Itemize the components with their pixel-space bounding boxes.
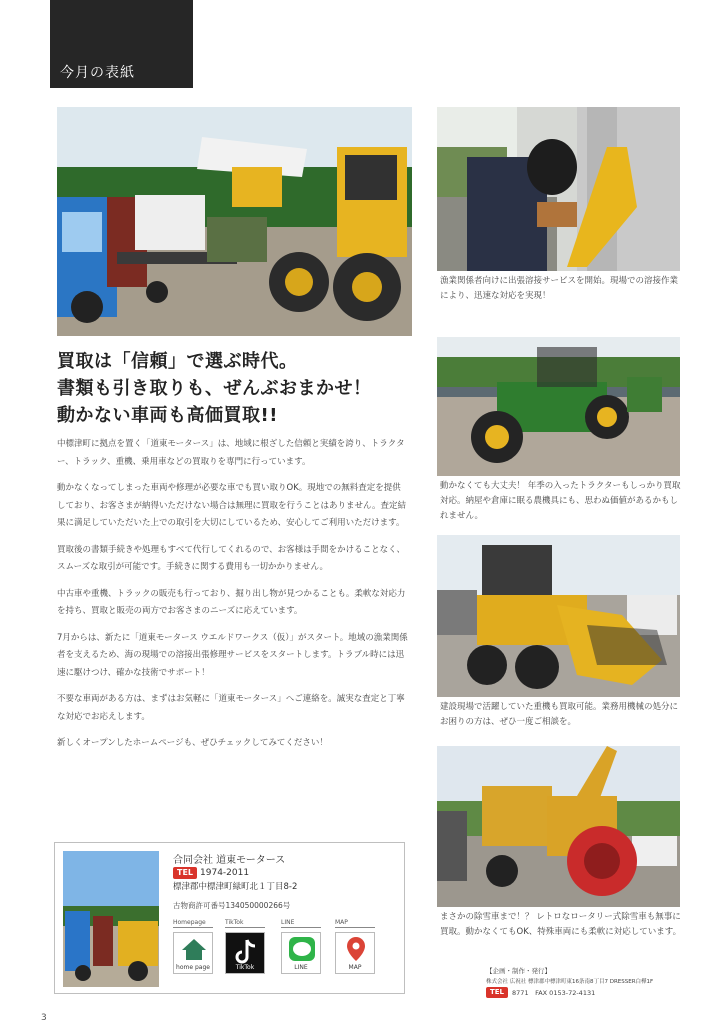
tel-badge: TEL xyxy=(486,987,508,998)
body-paragraph: 不要な車両がある方は、まずはお気軽に「道東モータース」へご連絡を。誠実な査定と丁寧な対応でお応えします。 xyxy=(57,694,405,722)
caption-tractor: 動かなくても大丈夫！ 年季の入ったトラクターもしっかり買取対応。納屋や倉庫に眠る農機具にも、思わぬ価値があるかもしれません。 xyxy=(440,481,681,521)
company-tel-row xyxy=(173,867,249,879)
headline-line-1: 買取は「信頼」で選ぶ時代。 xyxy=(57,351,298,372)
photo-tractor xyxy=(437,337,680,476)
photo-welder xyxy=(437,107,680,271)
headline-line-3: 動かない車両も高価買取!! xyxy=(57,405,278,426)
sns-label: Homepage xyxy=(173,919,213,928)
photo-wheel-loader xyxy=(437,535,680,697)
caption-snow-blower: まさかの除雪車まで！？ レトロなロータリー式除雪車も無事に買取。動かなくてもOK、特殊車両にも柔軟に対応しています。 xyxy=(440,912,682,937)
sns-homepage[interactable] xyxy=(173,919,215,974)
sns-label: LINE xyxy=(281,919,321,928)
map-pin-icon[interactable] xyxy=(335,932,375,974)
headline-line-2: 書類も引き取りも、ぜんぶおまかせ！ xyxy=(57,378,372,399)
tel-badge: TEL xyxy=(173,867,197,879)
sns-text: LINE xyxy=(294,964,308,971)
section-header-tab xyxy=(50,0,193,88)
sns-label: TikTok xyxy=(225,919,265,928)
article-body xyxy=(57,436,409,762)
house-icon[interactable] xyxy=(173,932,213,974)
caption-welder: 漁業関係者向けに出張溶接サービスを開始。現場での溶接作業により、迅速な対応を実現！ xyxy=(440,276,679,301)
body-paragraph: 中標津町に拠点を置く「道東モータース」は、地域に根ざした信頼と実績を誇り、トラクター、トラック、重機、乗用車などの買取りを専門に行っています。 xyxy=(57,439,405,467)
company-address: 標津郡中標津町緑町北１丁目8-2 xyxy=(173,882,298,892)
photo-snow-blower xyxy=(437,746,680,907)
tiktok-icon[interactable] xyxy=(225,932,265,974)
body-paragraph: 新しくオープンしたホームページも、ぜひチェックしてみてください！ xyxy=(57,738,328,748)
publisher-credit xyxy=(486,966,686,998)
company-info-box xyxy=(54,842,405,994)
sns-text: TikTok xyxy=(235,964,255,971)
company-photo xyxy=(63,851,159,987)
body-paragraph: 動かなくなってしまった車両や修理が必要な車でも買い取りOK。現地での無料査定を提供しており、お客さまが納得いただけない場合は無理に買取を行うことはありません。査定結果に満足していただいた上での取引を大切にしているため、安心してご利用いただけます。 xyxy=(57,483,407,528)
credit-publisher: 株式会社 広祝社 標津郡中標津町東16条南8丁目7 DRESSER白樺1F xyxy=(486,979,654,985)
company-name: 合同会社 道東モータース xyxy=(173,855,286,866)
page-number: 3 xyxy=(41,1013,47,1023)
sns-tiktok[interactable] xyxy=(225,919,267,974)
credit-heading: 【企画・制作・発行】 xyxy=(486,967,551,975)
sns-label: MAP xyxy=(335,919,375,928)
credit-tel-fax: 8771 FAX 0153-72-4131 xyxy=(512,989,596,997)
sns-map[interactable] xyxy=(335,919,377,974)
line-icon[interactable] xyxy=(281,932,321,974)
caption-wheel-loader: 建設現場で活躍していた重機も買取可能。業務用機械の処分にお困りの方は、ぜひ一度ご相談を。 xyxy=(440,702,679,727)
sns-text: home page xyxy=(176,964,210,971)
body-paragraph: 買取後の書類手続きや処理もすべて代行してくれるので、お客様は手間をかけることなく、スムーズな取引が可能です。手続きに関する費用も一切かかりません。 xyxy=(57,544,405,572)
sns-text: MAP xyxy=(348,964,362,971)
company-license: 古物商許可番号134050000266号 xyxy=(173,901,291,910)
section-header-label: 今月の表紙 xyxy=(60,65,135,81)
headline xyxy=(57,348,417,429)
credit-tel-row xyxy=(486,987,686,998)
company-tel[interactable]: 1974-2011 xyxy=(200,868,250,878)
body-paragraph: 7月からは、新たに「道東モータース ウエルドワークス（仮）」がスタート。地域の漁業関係者を支えるため、海の現場での溶接出張修理サービスをスタートします。トラブル時には迅速に駆けつけ、確かな技術でサポート！ xyxy=(57,632,408,678)
body-paragraph: 中古車や重機、トラックの販売も行っており、掘り出し物が見つかることも。柔軟な対応力を持ち、買取と販売の両方でお客さまのニーズに応えています。 xyxy=(57,588,406,616)
main-photo-trucks-loader xyxy=(57,107,412,336)
sns-line[interactable] xyxy=(281,919,323,974)
